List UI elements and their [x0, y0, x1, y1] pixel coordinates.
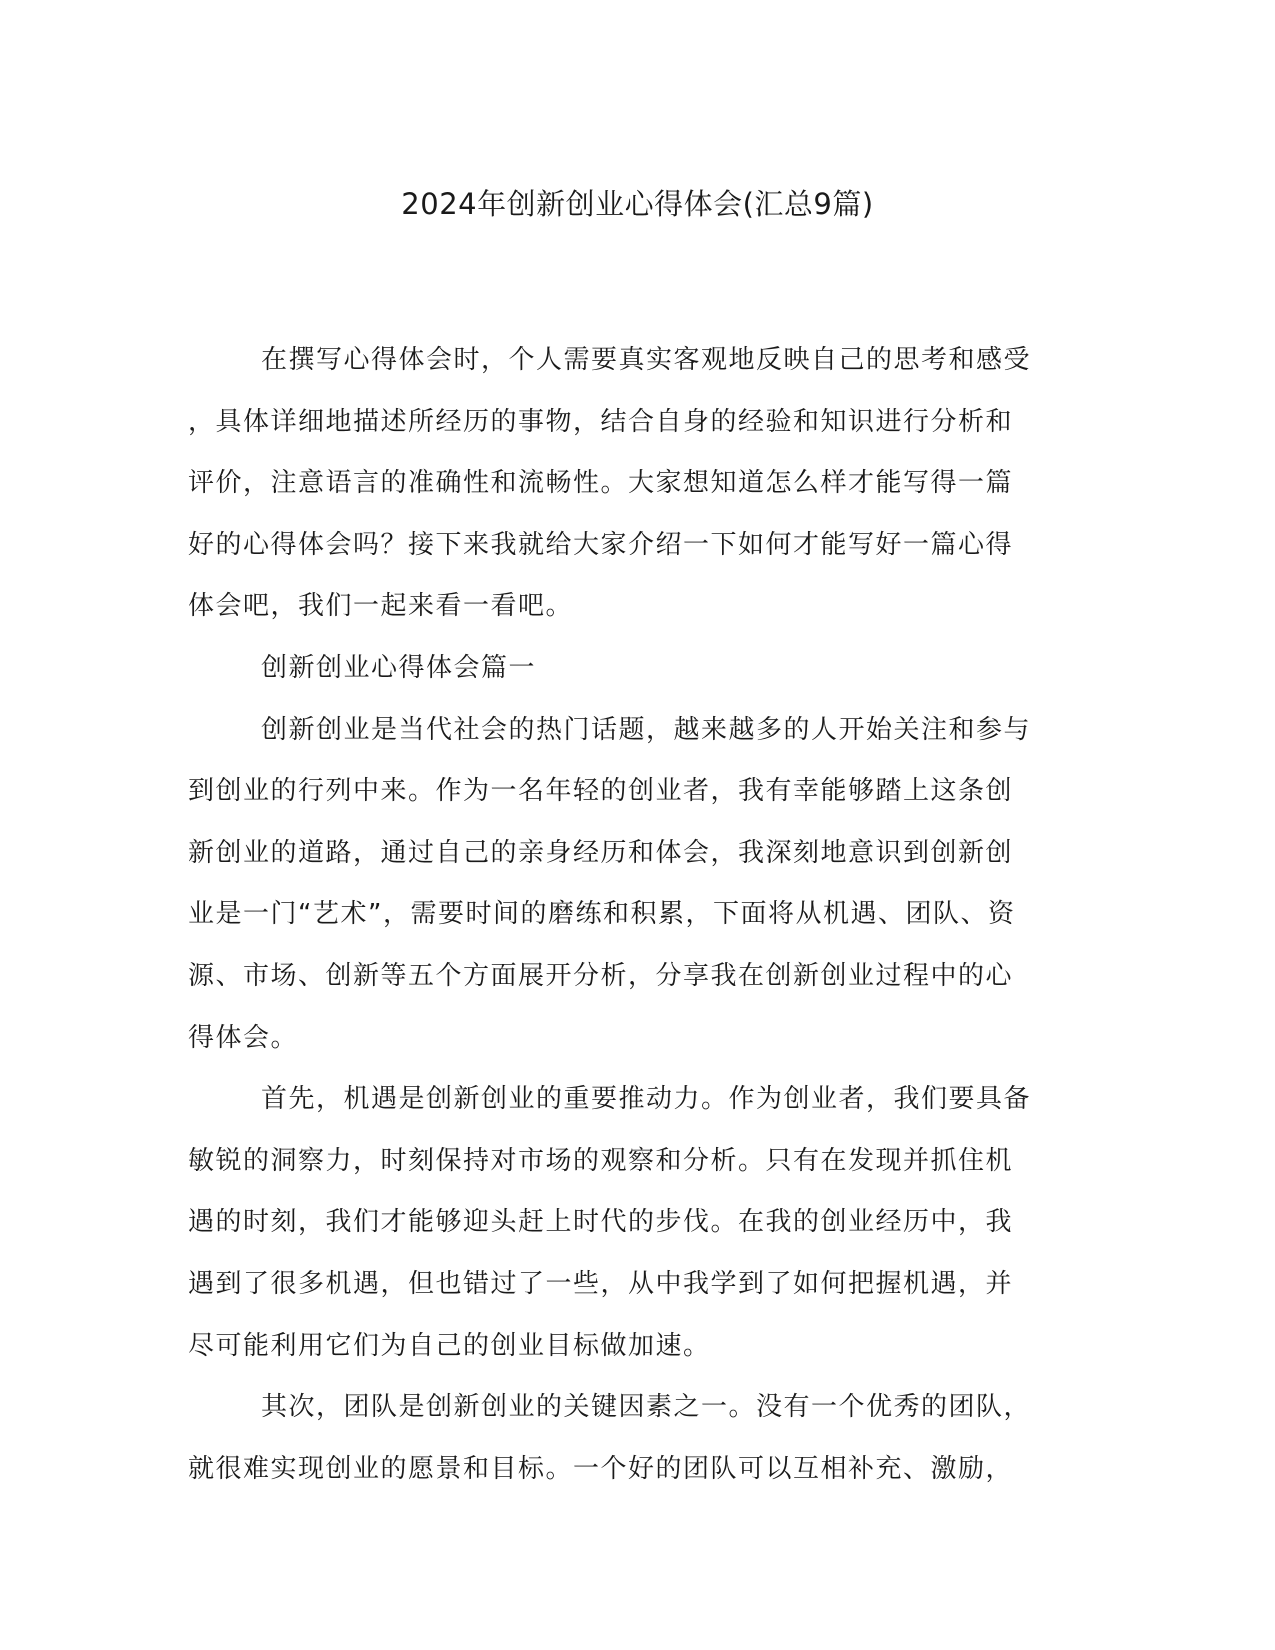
body-line: ，具体详细地描述所经历的事物，结合自身的经验和知识进行分析和	[188, 406, 1014, 437]
body-line: 评价，注意语言的准确性和流畅性。大家想知道怎么样才能写得一篇	[188, 468, 1014, 499]
document-body	[188, 330, 1070, 1500]
body-line: 在撰写心得体会时，个人需要真实客观地反映自己的思考和感受	[261, 345, 1032, 375]
body-line: 好的心得体会吗？接下来我就给大家介绍一下如何才能写好一篇心得	[188, 529, 1014, 560]
body-line: 首先，机遇是创新创业的重要推动力。作为创业者，我们要具备	[261, 1084, 1032, 1115]
body-line: 创新创业心得体会篇一	[261, 652, 537, 683]
document-title: 2024年创新创业心得体会(汇总9篇)	[401, 187, 874, 221]
body-line: 到创业的行列中来。作为一名年轻的创业者，我有幸能够踏上这条创	[188, 776, 1014, 807]
body-line: 就很难实现创业的愿景和目标。一个好的团队可以互相补充、激励，	[188, 1453, 1014, 1484]
body-line: 新创业的道路，通过自己的亲身经历和体会，我深刻地意识到创新创	[188, 837, 1014, 868]
body-line: 遇到了很多机遇，但也错过了一些，从中我学到了如何把握机遇，并	[188, 1268, 1014, 1299]
body-line: 尽可能利用它们为自己的创业目标做加速。	[188, 1330, 711, 1361]
body-line: 体会吧，我们一起来看一看吧。	[188, 591, 574, 622]
body-line: 遇的时刻，我们才能够迎头赶上时代的步伐。在我的创业经历中，我	[188, 1207, 1014, 1238]
body-line: 源、市场、创新等五个方面展开分析，分享我在创新创业过程中的心	[188, 960, 1014, 991]
body-line: 其次，团队是创新创业的关键因素之一。没有一个优秀的团队，	[261, 1392, 1032, 1423]
body-line: 创新创业是当代社会的热门话题，越来越多的人开始关注和参与	[261, 714, 1032, 745]
body-line: 得体会。	[188, 1022, 299, 1053]
body-line: 敏锐的洞察力，时刻保持对市场的观察和分析。只有在发现并抓住机	[188, 1145, 1014, 1176]
body-line: 业是一门“艺术”，需要时间的磨练和积累，下面将从机遇、团队、资	[188, 899, 1016, 930]
